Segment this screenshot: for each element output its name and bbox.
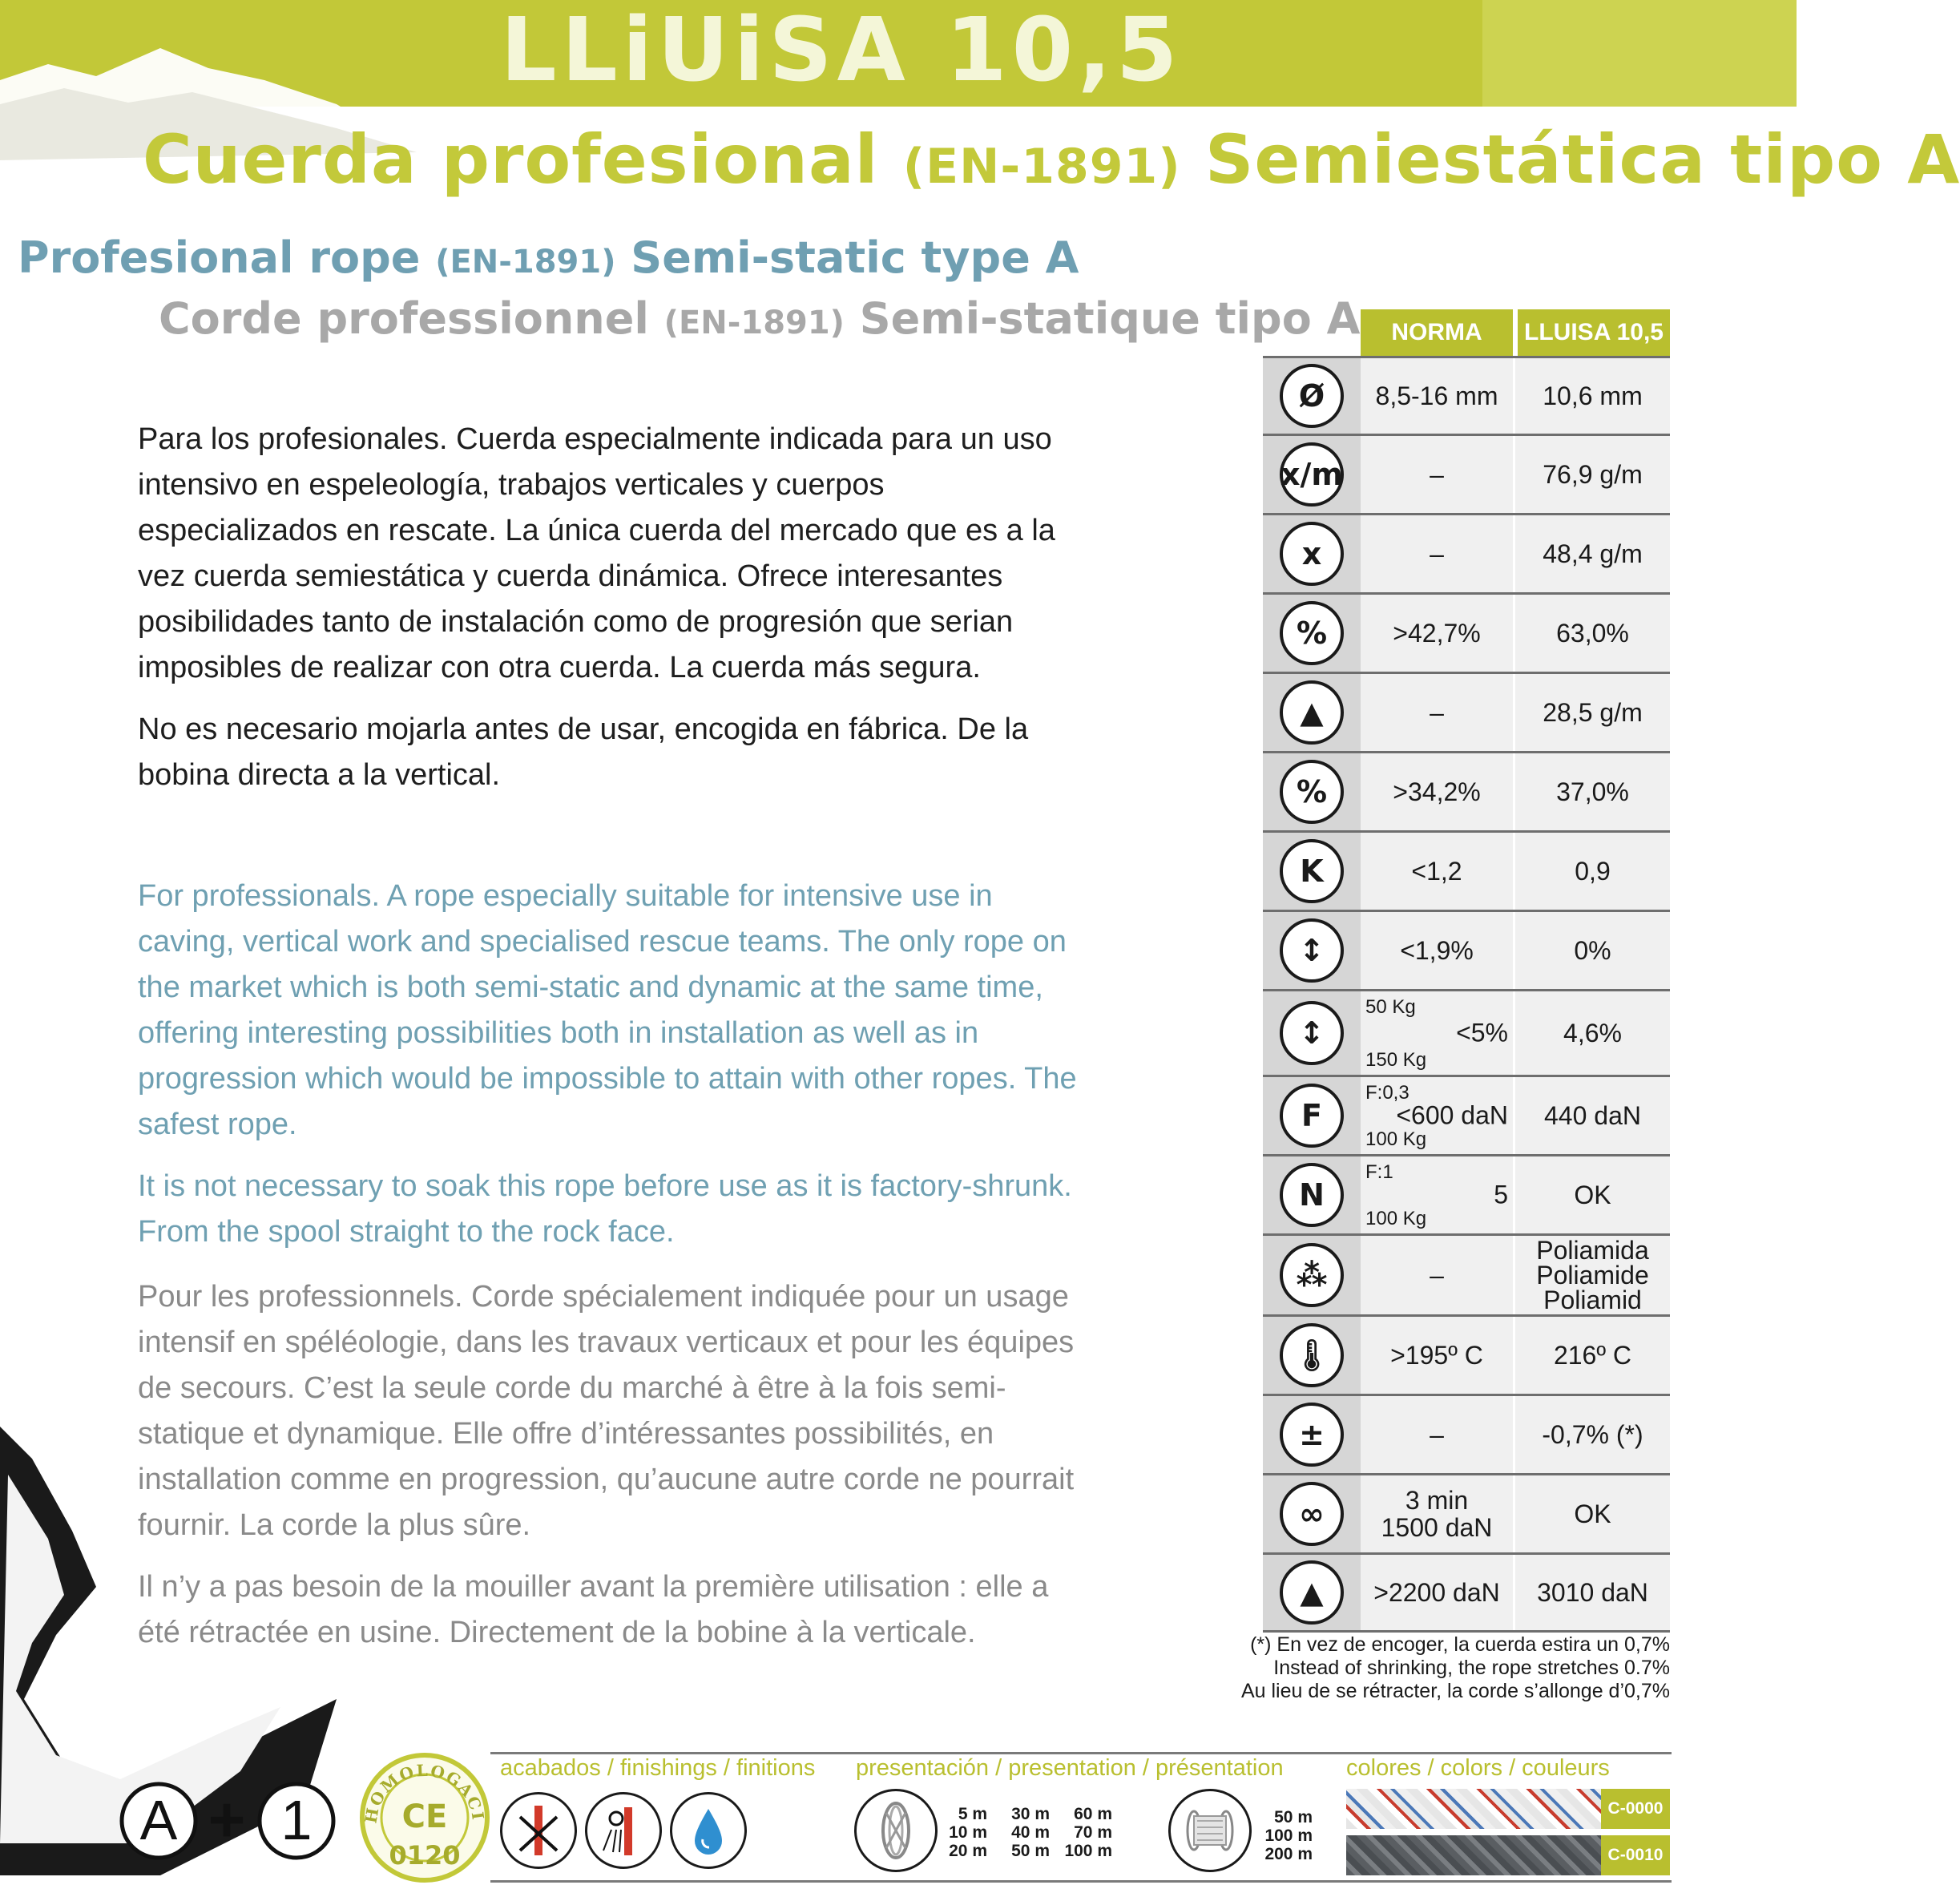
homologation-seal (353, 1744, 497, 1885)
spec-value-cell (1515, 358, 1670, 434)
paragraph: No es necesario mojarla antes de usar, encogida en fábrica. De la bobina directa a la vertical. (138, 712, 1029, 792)
knot-strength-icon: ∞ (1280, 1482, 1344, 1546)
product-value: Poliamid (1543, 1285, 1642, 1314)
product-value: 37,0% (1556, 777, 1629, 806)
norma-condition: F:1 (1365, 1161, 1393, 1183)
product-value: 4,6% (1563, 1019, 1622, 1047)
color-code: C-0000 (1601, 1789, 1670, 1829)
spec-row (1263, 1555, 1670, 1633)
spec-icon-cell (1263, 1396, 1361, 1473)
diameter-icon: Ø (1280, 364, 1344, 428)
product-value: OK (1574, 1181, 1611, 1209)
product-value: -0,7% (*) (1542, 1420, 1643, 1449)
product-value: 63,0% (1556, 619, 1629, 648)
badge-a: A (139, 1789, 178, 1851)
weight-per-meter-icon: x/m (1280, 442, 1344, 507)
spec-row (1263, 358, 1670, 436)
norma-value: – (1430, 539, 1444, 568)
spec-norma-cell (1361, 912, 1515, 989)
spec-row (1263, 1077, 1670, 1156)
norma-value: <1,9% (1400, 935, 1474, 965)
norma-value: <5% (1456, 1018, 1508, 1047)
spec-value-cell (1515, 1317, 1670, 1394)
spec-table (1263, 356, 1670, 1633)
spec-icon-cell (1263, 1077, 1361, 1154)
falls-number-icon: N (1280, 1163, 1344, 1227)
spec-icon-cell (1263, 833, 1361, 910)
spec-row (1263, 912, 1670, 991)
length-value: 10 m (949, 1823, 987, 1842)
spec-norma-cell (1361, 1396, 1515, 1473)
spec-icon-cell (1263, 753, 1361, 830)
spec-value-cell (1515, 515, 1670, 592)
spec-icon-cell (1263, 1555, 1361, 1630)
product-value: 10,6 mm (1543, 381, 1643, 410)
core-percent-icon: % (1280, 760, 1344, 824)
length-value: 60 m (1074, 1805, 1112, 1823)
length-options (1258, 1808, 1313, 1863)
column-header-norma: NORMA (1361, 309, 1513, 356)
paragraph: Il n’y a pas besoin de la mouiller avant la première utilisation : elle a été rétractée en usine. Directement de la bobine à la verticale. (138, 1570, 1049, 1649)
norma-value: 8,5-16 mm (1375, 381, 1498, 410)
product-value: 76,9 g/m (1543, 460, 1643, 489)
product-value: 216º C (1553, 1341, 1632, 1370)
norma-value: >2200 daN (1373, 1577, 1500, 1607)
spec-icon-cell (1263, 1236, 1361, 1314)
spec-row (1263, 833, 1670, 912)
spec-norma-cell (1361, 1475, 1515, 1552)
norma-value: 5 (1494, 1180, 1508, 1209)
footnote-line: Instead of shrinking, the rope stretches 0.7% (1273, 1657, 1670, 1679)
spec-norma-cell (1361, 674, 1515, 751)
norma-condition: 100 Kg (1365, 1208, 1427, 1229)
spec-icon-cell (1263, 1156, 1361, 1233)
spec-icon-cell (1263, 358, 1361, 434)
spec-icon-cell (1263, 436, 1361, 513)
product-value: 0,9 (1575, 857, 1611, 886)
water-repellent-icon (670, 1792, 747, 1869)
spec-norma-cell (1361, 1317, 1515, 1394)
product-value: 3010 daN (1537, 1578, 1648, 1607)
length-value: 100 m (1264, 1826, 1313, 1845)
spec-value-cell (1515, 1077, 1670, 1154)
color-swatch-gray (1346, 1835, 1601, 1875)
no-cutting-icon (500, 1792, 577, 1869)
spec-icon-cell (1263, 595, 1361, 672)
spec-value-cell (1515, 991, 1670, 1075)
spec-norma-cell (1361, 1156, 1515, 1233)
length-value: 30 m (1011, 1805, 1050, 1823)
knotability-icon: K (1280, 839, 1344, 903)
length-options (942, 1805, 987, 1860)
description-english (138, 874, 1083, 1271)
spec-icon-cell (1263, 912, 1361, 989)
spec-norma-cell (1361, 1555, 1515, 1630)
norma-value: >42,7% (1393, 618, 1481, 648)
paragraph: It is not necessary to soak this rope before use as it is factory-shrunk. From the spool straight to the rock face. (138, 1169, 1072, 1249)
spec-icon-cell (1263, 1317, 1361, 1394)
sheath-slippage-icon: ↕ (1280, 918, 1344, 983)
impact-force-icon: F (1280, 1084, 1344, 1148)
spec-norma-cell (1361, 833, 1515, 910)
spec-value-cell (1515, 1475, 1670, 1552)
norma-condition: F:0,3 (1365, 1082, 1410, 1104)
length-value: 5 m (958, 1805, 987, 1823)
spec-value-cell (1515, 1156, 1670, 1233)
spec-norma-cell (1361, 358, 1515, 434)
title-english: Profesional rope (EN-1891) Semi-static type A (18, 232, 1079, 283)
badge-one: 1 (280, 1789, 313, 1851)
rope-coil-icon (854, 1789, 938, 1872)
product-value: OK (1574, 1499, 1611, 1528)
elongation-icon: ↕ (1280, 1001, 1344, 1065)
badge-plus: + (208, 1784, 246, 1855)
seal-text: HOMOLOGACI (361, 1760, 489, 1825)
spec-row (1263, 991, 1670, 1077)
spec-norma-cell (1361, 515, 1515, 592)
spec-value-cell (1515, 674, 1670, 751)
footnote-line: Au lieu de se rétracter, la corde s’allonge d’0,7% (1240, 1680, 1670, 1702)
spec-value-cell (1515, 1555, 1670, 1630)
spec-icon-cell (1263, 991, 1361, 1075)
product-value: 0% (1574, 936, 1611, 965)
color-code: C-0010 (1601, 1835, 1670, 1875)
spec-value-cell (1515, 1236, 1670, 1314)
length-value: 200 m (1264, 1845, 1313, 1863)
rope-spool-icon (1168, 1789, 1252, 1872)
norma-value: 1500 daN (1381, 1513, 1493, 1542)
finishings-label: acabados / finishings / finitions (500, 1755, 816, 1781)
spec-row (1263, 595, 1670, 674)
length-value: 40 m (1011, 1823, 1050, 1842)
norma-value: – (1430, 1260, 1444, 1290)
sheath-weight-icon: x (1280, 522, 1344, 586)
paragraph: Para los profesionales. Cuerda especialmente indicada para un uso intensivo en espeleología, trabajos verticales y cuerpos especializados en rescate. La única cuerda del mercado que es a la vez cuerda semiestática y cuerda dinámica. Ofrece interesantes posibilidades tanto de instalación como de progresión que serian imposibles de realizar con otra cuerda. La cuerda más segura. (138, 422, 1055, 684)
length-value: 70 m (1074, 1823, 1112, 1842)
title-spanish: Cuerda profesional (EN-1891) Semiestática tipo A (143, 120, 1960, 199)
spec-value-cell (1515, 1396, 1670, 1473)
length-value: 20 m (949, 1842, 987, 1860)
sheath-percent-icon: % (1280, 601, 1344, 665)
colors-label: colores / colors / couleurs (1346, 1755, 1610, 1781)
norma-value: – (1430, 459, 1444, 489)
spec-row (1263, 515, 1670, 595)
heat-sealed-end-icon (585, 1792, 662, 1869)
norma-value: <600 daN (1396, 1100, 1508, 1130)
color-swatch-white (1346, 1789, 1601, 1829)
norma-value: – (1430, 697, 1444, 727)
rating-badge (119, 1771, 351, 1871)
length-value: 50 m (1011, 1842, 1050, 1860)
product-value: 28,5 g/m (1543, 698, 1643, 727)
norma-value: >34,2% (1393, 777, 1481, 806)
product-value: 48,4 g/m (1543, 539, 1643, 568)
spec-norma-cell (1361, 1077, 1515, 1154)
spec-row (1263, 1317, 1670, 1396)
spec-norma-cell (1361, 753, 1515, 830)
product-value: Poliamida (1536, 1235, 1649, 1265)
spec-row (1263, 1156, 1670, 1236)
spec-norma-cell (1361, 595, 1515, 672)
breaking-strength-icon: ▲ (1280, 1560, 1344, 1625)
spec-icon-cell (1263, 515, 1361, 592)
spec-value-cell (1515, 436, 1670, 513)
product-name: LLiUiSA 10,5 (500, 0, 1183, 101)
norma-value: 3 min (1405, 1486, 1469, 1515)
title-french: Corde professionnel (EN-1891) Semi-statique tipo A (159, 293, 1361, 344)
melting-point-icon: 🌡 (1280, 1323, 1344, 1387)
spec-row (1263, 1396, 1670, 1475)
ce-mark: CE (401, 1798, 448, 1835)
norma-value: – (1430, 1419, 1444, 1449)
spec-icon-cell (1263, 1475, 1361, 1552)
norma-condition: 150 Kg (1365, 1049, 1427, 1071)
length-options (1063, 1805, 1112, 1860)
material-icon: ⁂ (1280, 1243, 1344, 1307)
presentation-label: presentación / presentation / présentation (856, 1755, 1284, 1781)
spec-value-cell (1515, 833, 1670, 910)
paragraph: For professionals. A rope especially suitable for intensive use in caving, vertical work and specialised rescue teams. The only rope on the market which is both semi-static and dynamic at the same time, offering interesting possibilities both in installation as well as in progression which would be impossible to attain with other ropes. The safest rope. (138, 879, 1077, 1141)
spec-value-cell (1515, 595, 1670, 672)
norma-condition: 100 Kg (1365, 1128, 1427, 1150)
spec-icon-cell (1263, 674, 1361, 751)
footnote (1122, 1633, 1670, 1703)
description-spanish (138, 417, 1083, 814)
product-value: 440 daN (1544, 1101, 1641, 1130)
core-weight-icon: ▲ (1280, 680, 1344, 745)
spec-row (1263, 674, 1670, 753)
norma-condition: 50 Kg (1365, 996, 1416, 1018)
norma-value: <1,2 (1411, 856, 1462, 886)
paragraph: Pour les professionnels. Corde spécialement indiquée pour un usage intensif en spéléologie, dans les travaux verticaux et pour les équipes de secours. C’est la seule corde du marché à être à la fois semi-statique et dynamique. Elle offre d’intéressantes possibilités, en installation comme en progression, qu’aucune autre corde ne pourrait fournir. La corde la plus sûre. (138, 1280, 1075, 1542)
spec-row (1263, 753, 1670, 833)
spec-norma-cell (1361, 1236, 1515, 1314)
spec-norma-cell (1361, 436, 1515, 513)
spec-norma-cell (1361, 991, 1515, 1075)
footer-divider (490, 1752, 1672, 1754)
length-options (1003, 1805, 1050, 1860)
spec-value-cell (1515, 912, 1670, 989)
length-value: 100 m (1064, 1842, 1112, 1860)
product-value: Poliamide (1536, 1260, 1649, 1290)
norma-value: >195º C (1390, 1340, 1483, 1370)
footnote-line: (*) En vez de encoger, la cuerda estira un 0,7% (1250, 1633, 1670, 1656)
spec-value-cell (1515, 753, 1670, 830)
column-header-product: LLUISA 10,5 (1518, 309, 1670, 356)
length-value: 50 m (1274, 1808, 1313, 1826)
spec-row (1263, 436, 1670, 515)
seal-number: 0120 (389, 1840, 461, 1871)
footer-divider (490, 1880, 1672, 1883)
spec-row (1263, 1236, 1670, 1317)
spec-row (1263, 1475, 1670, 1555)
shrinkage-icon: ± (1280, 1403, 1344, 1467)
